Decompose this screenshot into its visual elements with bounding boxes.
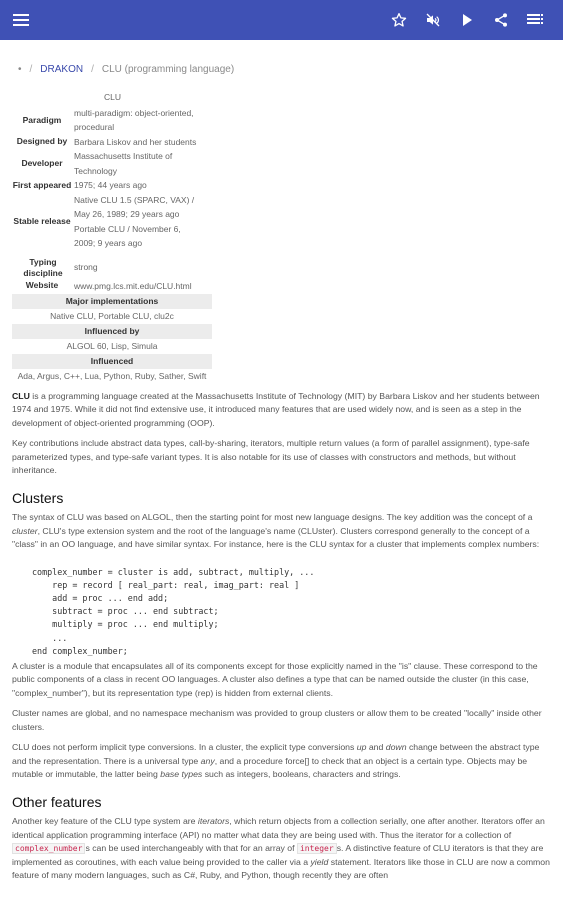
infobox-row <box>12 149 212 178</box>
infobox-label: Stable release <box>13 216 71 226</box>
infobox-value: Barbara Liskov and her students <box>74 136 197 147</box>
volume-off-icon <box>425 12 441 28</box>
star-icon <box>391 12 407 28</box>
infobox-label: Typing discipline <box>23 256 63 278</box>
infobox-row <box>12 106 212 135</box>
share-button[interactable] <box>484 0 518 40</box>
section-heading-other-features: Other features <box>12 794 102 811</box>
infobox-section-value: Native CLU, Portable CLU, clu2c <box>50 310 174 321</box>
inline-code: integer <box>297 843 337 854</box>
breadcrumb-separator: / <box>91 64 94 75</box>
contents-button[interactable] <box>518 0 552 40</box>
bookmark-button[interactable] <box>382 0 416 40</box>
code-block: complex_number = cluster is add, subtract, multiply, ... rep = record [ real_part: real, imag_part: real ] add = proc ... end add; subtract = proc ... end subtract; multiply = proc ... end multiply; ... end complex_number; <box>32 566 315 656</box>
infobox-value: 1975; 44 years ago <box>74 180 147 190</box>
infobox-label: Designed by <box>16 136 68 147</box>
infobox-section-value: Ada, Argus, C++, Lua, Python, Ruby, Sather, Swift <box>17 370 207 381</box>
infobox-section-header: Influenced <box>12 354 212 369</box>
infobox-label: Website <box>25 280 59 291</box>
breadcrumb <box>18 64 234 75</box>
infobox-label: First appeared <box>12 179 72 190</box>
infobox-value: strong <box>74 262 98 273</box>
infobox <box>12 90 212 383</box>
infobox-row <box>12 279 212 294</box>
infobox-section-header: Influenced by <box>12 324 212 339</box>
menu-button[interactable] <box>4 0 38 40</box>
section-heading-clusters: Clusters <box>12 490 64 507</box>
infobox-label: Developer <box>21 158 63 168</box>
play-button[interactable] <box>450 0 484 40</box>
article-content <box>0 40 563 900</box>
play-icon <box>461 13 473 27</box>
infobox-value: multi-paradigm: object-oriented, procedural <box>74 107 194 132</box>
breadcrumb-link-drakon[interactable]: DRAKON <box>40 64 84 75</box>
infobox-row <box>12 193 212 251</box>
breadcrumb-current: CLU (programming language) <box>101 64 235 75</box>
infobox-value: Massachusetts Institute of Technology <box>74 151 173 176</box>
share-icon <box>493 12 509 28</box>
toc-icon <box>527 13 543 27</box>
breadcrumb-home[interactable]: • <box>18 64 22 75</box>
website-link[interactable]: www.pmg.lcs.mit.edu/CLU.html <box>74 280 192 291</box>
infobox-row <box>12 257 212 279</box>
paragraph: CLU does not perform implicit type conversions. In a cluster, the explicit type conversions up and down change between the abstract type and the representation. There is a universal type any, and a procedure force[] to check that an object is a certain type. Objects may be mutable or immutable, the latter being base types such as integers, booleans, characters and strings. <box>12 742 540 779</box>
inline-code: complex_number <box>12 843 85 854</box>
menu-icon <box>13 13 29 27</box>
breadcrumb-separator: / <box>29 64 33 75</box>
infobox-section-header: Major implementations <box>12 294 212 309</box>
article-body <box>12 390 552 889</box>
paragraph: Key contributions include abstract data types, call-by-sharing, iterators, multiple return values (a form of parallel assignment), type-safe parameterized types, and type-safe variant types. It is also notable for its use of classes with constructors and methods, but without inheritance. <box>12 438 530 476</box>
app-bar <box>0 0 563 40</box>
infobox-row <box>12 178 212 193</box>
mute-button[interactable] <box>416 0 450 40</box>
infobox-label: Paradigm <box>22 114 62 125</box>
infobox-section-value: ALGOL 60, Lisp, Simula <box>66 340 158 351</box>
article-subject: CLU <box>12 391 30 401</box>
paragraph: The syntax of CLU was based on ALGOL, then the starting point for most new language designs. The key addition was the concept of a cluster, CLU's type extension system and the root of the language's name (CLUster). Clusters correspond generally to the concept of a "class" in an OO language, and have similar syntax. For instance, here is the CLU syntax for a cluster that implements complex numbers: <box>12 512 540 550</box>
infobox-title-row <box>12 90 212 105</box>
paragraph: A cluster is a module that encapsulates all of its components except for those explicitly named in the "is" clause. These correspond to the public components of a class in recent OO languages. A cluster also defines a type that can be named outside the cluster (in this case, "complex_number"), but its representation type (rep) is hidden from external clients. <box>12 661 538 698</box>
infobox-row <box>12 135 212 150</box>
infobox-title: CLU <box>104 92 122 102</box>
paragraph: CLU is a programming language created at the Massachusetts Institute of Technology (MIT) by Barbara Liskov and her students between 1974 and 1975. While it did not find extensive use, it introduced many features that are used widely now, and is seen as a step in the development of object-oriented programming (OOP). <box>12 391 540 428</box>
infobox-value: Native CLU 1.5 (SPARC, VAX) / May 26, 1989; 29 years ago Portable CLU / November 6, 2009; 9 years ago <box>74 194 195 248</box>
paragraph: Cluster names are global, and no namespace mechanism was provided to group clusters or allow them to be created "locally" inside other clusters. <box>12 708 542 732</box>
paragraph: Another key feature of the CLU type system are iterators, which return objects from a collection serially, one after another. Iterators offer an identical application programming interface (API) no matter what data they are being used with. Thus the iterator for a collection of complex_number s can be used interchangeably with that for an array of integer s. A distinctive feature of CLU iterators is that they are implemented as coroutines, with each value being provided to the caller via a yield statement. Iterators like those in CLU are now a common feature of many modern languages, such as C#, Ruby, and Python, though recently they are often <box>12 816 550 880</box>
